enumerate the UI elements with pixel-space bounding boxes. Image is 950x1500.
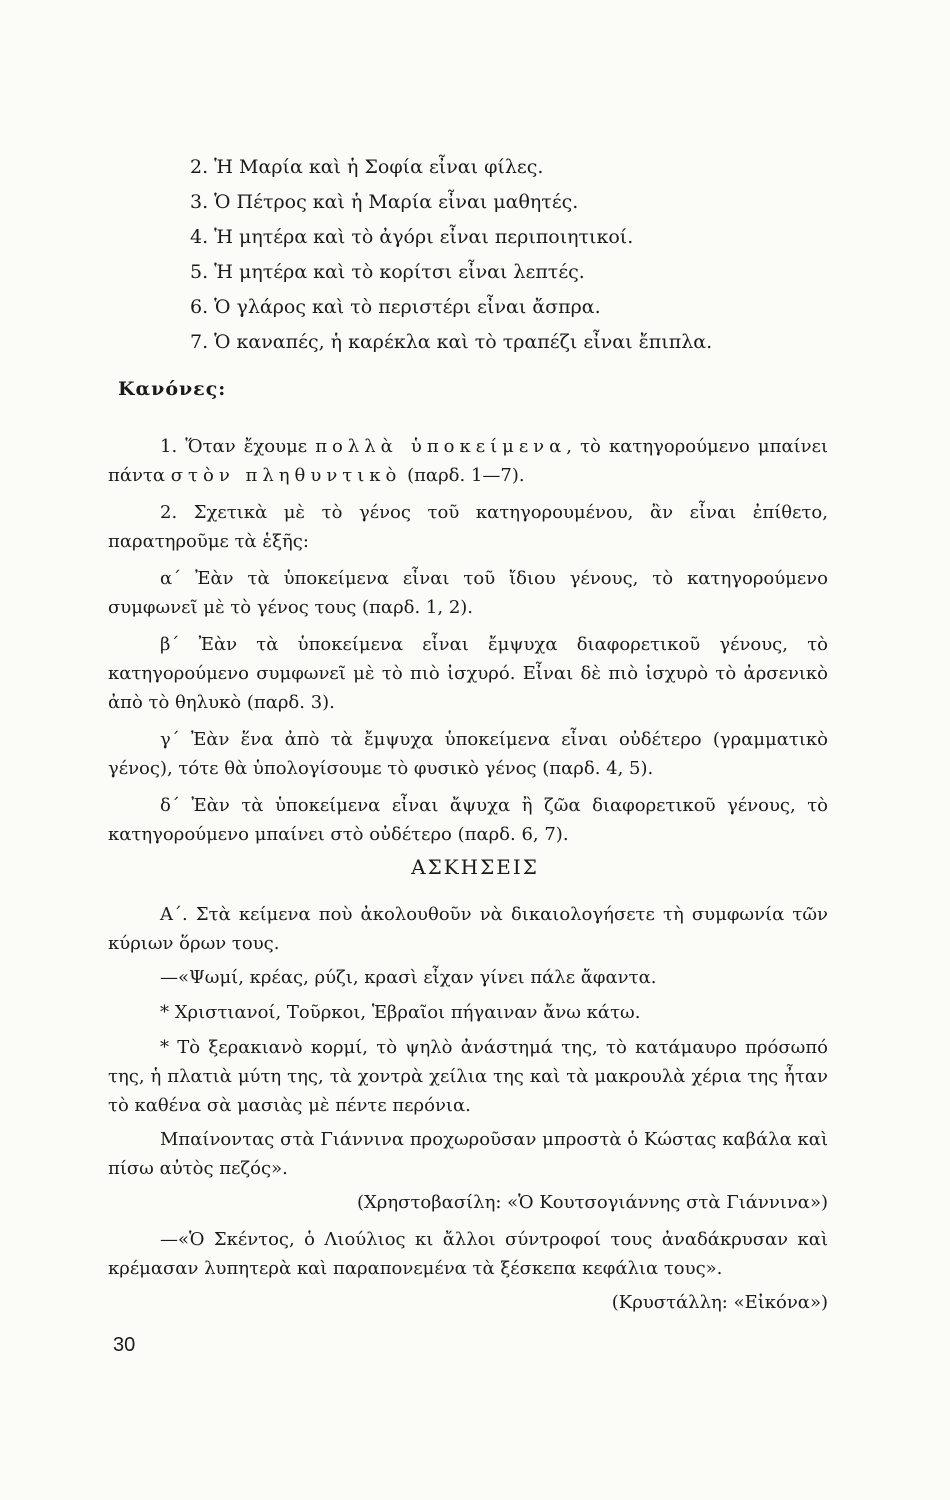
exercise-label: Α΄. bbox=[160, 904, 188, 925]
quote-line: * Τὸ ξερακιανὸ κορμί, τὸ ψηλὸ ἀνάστημά της, τὸ κατάμαυρο πρόσωπό της, ἡ πλατιὰ μύτη της, τὰ χοντρὰ χείλια της καὶ τὰ μακρουλὰ χέρια της ἦταν τὸ καθένα σὰ μασιὰς μὲ πέντε περόνια. bbox=[108, 1037, 828, 1116]
quote-line: * Χριστιανοί, Τοῦρκοι, Ἑβραῖοι πήγαιναν ἄνω κάτω. bbox=[160, 1002, 641, 1023]
rule-2-case: α΄ Ἐὰν τὰ ὑποκείμενα εἶναι τοῦ ἴδιου γένους, τὸ κατηγορούμενο συμφωνεῖ μὲ τὸ γένος τους (παρδ. 1, 2). bbox=[108, 568, 828, 618]
rule-1 bbox=[108, 432, 828, 490]
exercise-a bbox=[108, 900, 828, 1325]
rule-1-emphasis: πολλὰ ὑποκείμενα bbox=[315, 436, 567, 457]
example-list bbox=[190, 150, 830, 360]
example-line: 4. Ἡ μητέρα καὶ τὸ ἀγόρι εἶναι περιποιητικοί. bbox=[190, 226, 634, 248]
exercises-title: ΑΣΚΗΣΕΙΣ bbox=[411, 855, 539, 879]
rule-2-case: δ΄ Ἐὰν τὰ ὑποκείμενα εἶναι ἄψυχα ἢ ζῶα διαφορετικοῦ γένους, τὸ κατηγορούμενο μπαίνει στὸ οὐδέτερο (παρδ. 6, 7). bbox=[108, 795, 828, 845]
rules-heading: Κανόνες: bbox=[118, 378, 227, 400]
page-number: 30 bbox=[113, 1334, 136, 1356]
quote-line: —«Ψωμί, κρέας, ρύζι, κρασὶ εἶχαν γίνει πάλε ἄφαντα. bbox=[160, 967, 657, 988]
exercise-a-instruction bbox=[108, 900, 828, 958]
quote-source: (Χρηστοβασίλη: «Ὁ Κουτσογιάννης στὰ Γιάννινα») bbox=[356, 1192, 828, 1213]
example-line: 7. Ὁ καναπές, ἡ καρέκλα καὶ τὸ τραπέζι εἶναι ἔπιπλα. bbox=[190, 331, 713, 353]
rule-2: 2. Σχετικὰ μὲ τὸ γένος τοῦ κατηγορουμένου, ἂν εἶναι ἐπίθετο, παρατηροῦμε τὰ ἑξῆς: bbox=[108, 502, 828, 552]
rule-2-case: β΄ Ἐὰν τὰ ὑποκείμενα εἶναι ἔμψυχα διαφορετικοῦ γένους, τὸ κατηγορούμενο συμφωνεῖ μὲ τὸ πιὸ ἰσχυρό. Εἶναι δὲ πιὸ ἰσχυρὸ τὸ ἀρσενικὸ ἀπὸ τὸ θηλυκὸ (παρδ. 3). bbox=[108, 634, 828, 713]
rule-1-text: , τὸ κατηγορούμενο μπαίνει πάντα bbox=[108, 436, 829, 486]
rule-1-emphasis: στὸν πληθυντικὸ bbox=[170, 465, 402, 486]
example-line: 6. Ὁ γλάρος καὶ τὸ περιστέρι εἶναι ἄσπρα. bbox=[190, 296, 601, 318]
exercise-instruction-text: Στὰ κείμενα ποὺ ἀκολουθοῦν νὰ δικαιολογήσετε τὴ συμφωνία τῶν κύριων ὅρων τους. bbox=[108, 904, 828, 954]
example-line: 3. Ὁ Πέτρος καὶ ἡ Μαρία εἶναι μαθητές. bbox=[190, 191, 579, 213]
rules-section bbox=[108, 432, 828, 857]
example-line: 5. Ἡ μητέρα καὶ τὸ κορίτσι εἶναι λεπτές. bbox=[190, 261, 585, 283]
rule-1-text: (παρδ. 1—7). bbox=[401, 465, 525, 486]
rule-2-case: γ΄ Ἐὰν ἕνα ἀπὸ τὰ ἔμψυχα ὑποκείμενα εἶναι οὐδέτερο (γραμματικὸ γένος), τότε θὰ ὑπολογίσουμε τὸ φυσικὸ γένος (παρδ. 4, 5). bbox=[108, 729, 828, 779]
quote-line: —«Ὁ Σκέντος, ὁ Λιούλιος κι ἄλλοι σύντροφοί τους ἀναδάκρυσαν καὶ κρέμασαν λυπητερὰ καὶ παραπονεμένα τὰ ξέσκεπα κεφάλια τους». bbox=[108, 1229, 828, 1279]
quote-source: (Κρυστάλλη: «Εἰκόνα») bbox=[611, 1292, 828, 1313]
example-line: 2. Ἡ Μαρία καὶ ἡ Σοφία εἶναι φίλες. bbox=[190, 156, 544, 178]
rule-1-text: 1. Ὅταν ἔχουμε bbox=[160, 436, 316, 457]
quote-line: Μπαίνοντας στὰ Γιάννινα προχωροῦσαν μπροστὰ ὁ Κώστας καβάλα καὶ πίσω αὐτὸς πεζός». bbox=[108, 1129, 828, 1179]
